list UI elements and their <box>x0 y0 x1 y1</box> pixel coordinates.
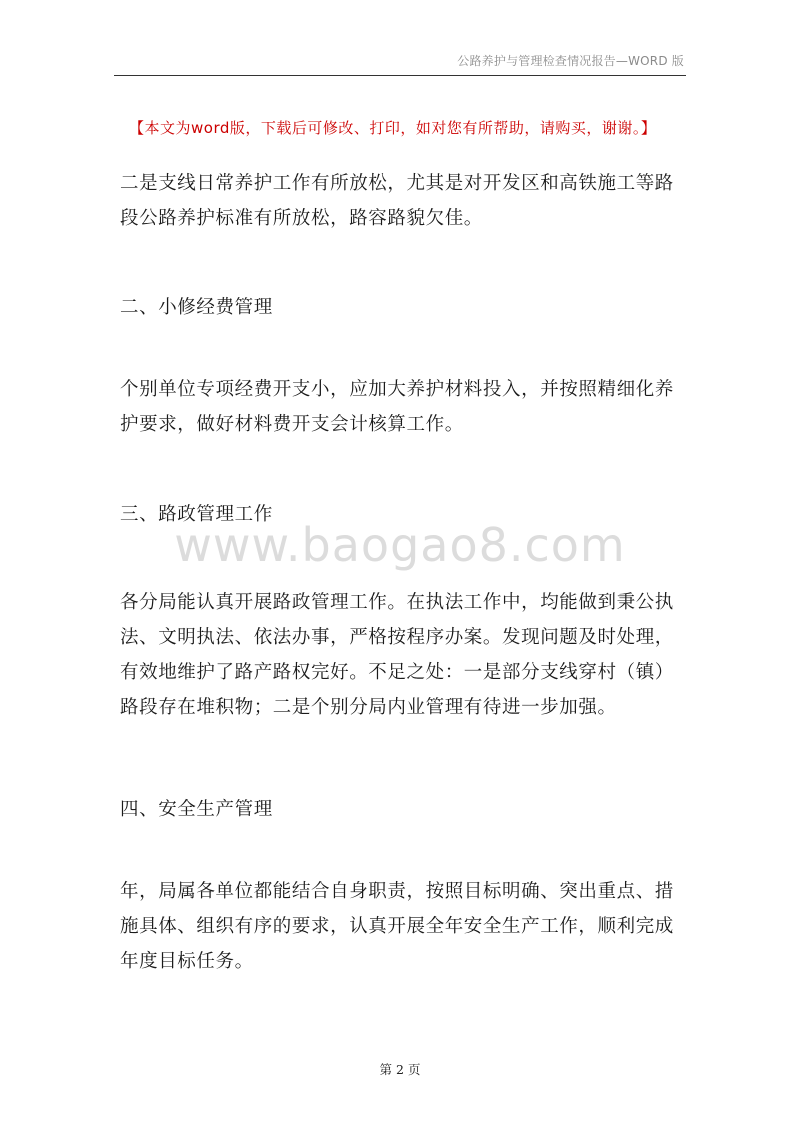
watermark-text: www.baogao8.com <box>174 518 626 572</box>
paragraph-minor-repair-funds: 个别单位专项经费开支小，应加大养护材料投入，并按照精细化养护要求，做好材料费开支会计核算工作。 <box>120 379 674 435</box>
paragraph-safety-production: 年，局属各单位都能结合自身职责，按照目标明确、突出重点、措施具体、组织有序的要求，认真开展全年安全生产工作，顺利完成年度目标任务。 <box>120 881 674 972</box>
section-heading-road-administration: 三、路政管理工作 <box>120 504 273 525</box>
running-header-title: 公路养护与管理检查情况报告—WORD 版 <box>457 54 684 68</box>
page-number: 第 2 页 <box>379 1062 421 1077</box>
paragraph-branch-line-maintenance: 二是支线日常养护工作有所放松，尤其是对开发区和高铁施工等路段公路养护标准有所放松，路容路貌欠佳。 <box>120 173 674 229</box>
header-divider <box>114 75 686 76</box>
paragraph-road-administration: 各分局能认真开展路政管理工作。在执法工作中，均能做到秉公执法、文明执法、依法办事，严格按程序办案。发现问题及时处理，有效地维护了路产路权完好。不足之处：一是部分支线穿村（镇）路段存在堆积物；二是个别分局内业管理有待进一步加强。 <box>120 592 674 718</box>
download-notice: 【本文为word版，下载后可修改、打印，如对您有所帮助，请购买，谢谢。】 <box>129 119 657 137</box>
section-heading-safety-production: 四、安全生产管理 <box>120 799 273 820</box>
section-heading-minor-repair-funds: 二、小修经费管理 <box>120 297 273 318</box>
